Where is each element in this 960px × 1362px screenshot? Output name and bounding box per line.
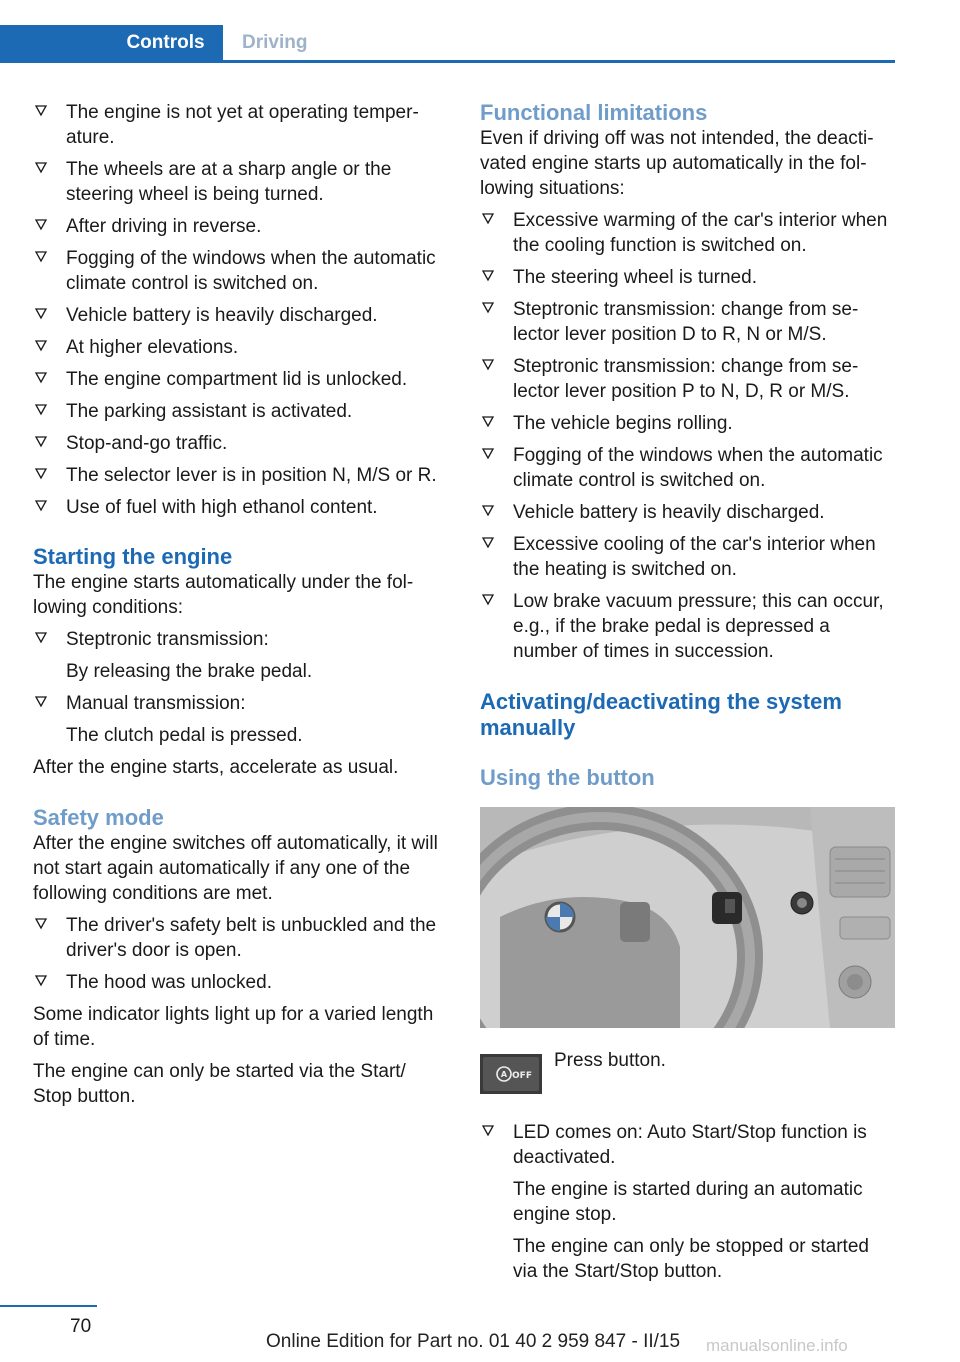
section-heading-manual: Activating/deactivating the system manually: [480, 689, 842, 740]
list-item: Low brake vacuum pressure; this can occur, e.g., if the brake pedal is depressed a number of times in succession.: [480, 589, 896, 664]
svg-text:A: A: [500, 1070, 508, 1079]
triangle-bullet-icon: [33, 466, 49, 482]
triangle-bullet-icon: [33, 338, 49, 354]
list-item: Use of fuel with high ethanol content.: [33, 495, 438, 520]
list-item: The steering wheel is turned.: [480, 265, 896, 290]
left-column: [33, 100, 438, 1116]
list-item: Excessive warming of the car's interior when the cooling function is switched on.: [480, 208, 896, 258]
triangle-bullet-icon: [480, 414, 496, 430]
safety-intro: After the engine switches off automatically, it will not start again automatically if any one of the following conditions are met.: [33, 833, 438, 904]
auto-start-stop-button-icon: [480, 1054, 542, 1094]
list-item: The engine compartment lid is unlocked.: [33, 367, 438, 392]
list-item: The vehicle begins rolling.: [480, 411, 896, 436]
triangle-bullet-icon: [33, 160, 49, 176]
triangle-bullet-icon: [33, 630, 49, 646]
starting-list: [33, 627, 438, 748]
list-item: The parking assistant is activated.: [33, 399, 438, 424]
right-column: [480, 100, 896, 1291]
page-number: 70: [70, 1316, 92, 1337]
off-label: OFF: [512, 1071, 532, 1081]
footer-rule: [0, 1305, 97, 1307]
steering-wheel-illustration: [480, 807, 895, 1028]
edition-text: Online Edition for Part no. 01 40 2 959 847 - II/15: [266, 1331, 681, 1352]
triangle-bullet-icon: [33, 217, 49, 233]
press-button-row: [480, 1048, 896, 1100]
press-button-text: Press button.: [554, 1050, 666, 1071]
a-off-icon: [480, 1054, 542, 1094]
list-item: Steptronic transmission: change from selector lever position P to N, D, R or M/S.: [480, 354, 896, 404]
triangle-bullet-icon: [480, 300, 496, 316]
triangle-bullet-icon: [33, 916, 49, 932]
page-header: [0, 25, 895, 63]
list-item: At higher elevations.: [33, 335, 438, 360]
list-item: Vehicle battery is heavily discharged.: [33, 303, 438, 328]
list-item: After driving in reverse.: [33, 214, 438, 239]
section-heading-button: Using the button: [480, 765, 655, 790]
triangle-bullet-icon: [480, 503, 496, 519]
triangle-bullet-icon: [33, 498, 49, 514]
limitations-list: [480, 208, 896, 664]
list-item: The selector lever is in position N, M/S or R.: [33, 463, 438, 488]
triangle-bullet-icon: [33, 103, 49, 119]
triangle-bullet-icon: [480, 535, 496, 551]
tab-controls[interactable]: Controls: [0, 25, 223, 60]
triangle-bullet-icon: [480, 357, 496, 373]
section-heading-safety: Safety mode: [33, 805, 164, 830]
triangle-bullet-icon: [33, 973, 49, 989]
list-item: Steptronic transmission: change from selector lever position D to R, N or M/S.: [480, 297, 896, 347]
triangle-bullet-icon: [33, 694, 49, 710]
limitations-intro: Even if driving off was not intended, the deactivated engine starts up automatically in the following situations:: [480, 128, 874, 199]
triangle-bullet-icon: [33, 249, 49, 265]
list-item: The engine is not yet at operating temperature.: [33, 100, 438, 150]
led-list: [480, 1120, 896, 1284]
list-item: The driver's safety belt is unbuckled and the driver's door is open.: [33, 913, 438, 963]
list-item: Stop-and-go traffic.: [33, 431, 438, 456]
conditions-list: [33, 100, 438, 520]
list-item: Excessive cooling of the car's interior when the heating is switched on.: [480, 532, 896, 582]
list-item: LED comes on: Auto Start/Stop function is deactivated. The engine is started during an automatic engine stop. The engine can only be stopped or started via the Start/Stop button.: [480, 1120, 896, 1284]
list-item: Manual transmission: The clutch pedal is pressed.: [33, 691, 438, 748]
list-item: The wheels are at a sharp angle or the steering wheel is being turned.: [33, 157, 438, 207]
section-heading-starting: Starting the engine: [33, 544, 233, 569]
triangle-bullet-icon: [480, 446, 496, 462]
triangle-bullet-icon: [33, 306, 49, 322]
list-item: Steptronic transmission: By releasing the brake pedal.: [33, 627, 438, 684]
start-stop-text: The engine can only be started via the Start/ Stop button.: [33, 1061, 406, 1107]
triangle-bullet-icon: [33, 370, 49, 386]
safety-list: [33, 913, 438, 995]
triangle-bullet-icon: [33, 434, 49, 450]
section-heading-limitations: Functional limitations: [480, 100, 708, 125]
dashboard-photo: [480, 807, 895, 1028]
watermark: manualsonline.info: [706, 1336, 848, 1355]
after-start-text: After the engine starts, accelerate as usual.: [33, 757, 399, 778]
list-item: Fogging of the windows when the automatic climate control is switched on.: [480, 443, 896, 493]
list-item: Vehicle battery is heavily discharged.: [480, 500, 896, 525]
tab-driving[interactable]: Driving: [242, 32, 308, 53]
indicator-text: Some indicator lights light up for a varied length of time.: [33, 1004, 434, 1050]
triangle-bullet-icon: [33, 402, 49, 418]
triangle-bullet-icon: [480, 268, 496, 284]
triangle-bullet-icon: [480, 592, 496, 608]
starting-intro: The engine starts automatically under the following conditions:: [33, 572, 414, 618]
triangle-bullet-icon: [480, 211, 496, 227]
triangle-bullet-icon: [480, 1123, 496, 1139]
list-item: Fogging of the windows when the automatic climate control is switched on.: [33, 246, 438, 296]
header-rule: [0, 60, 895, 63]
list-item: The hood was unlocked.: [33, 970, 438, 995]
